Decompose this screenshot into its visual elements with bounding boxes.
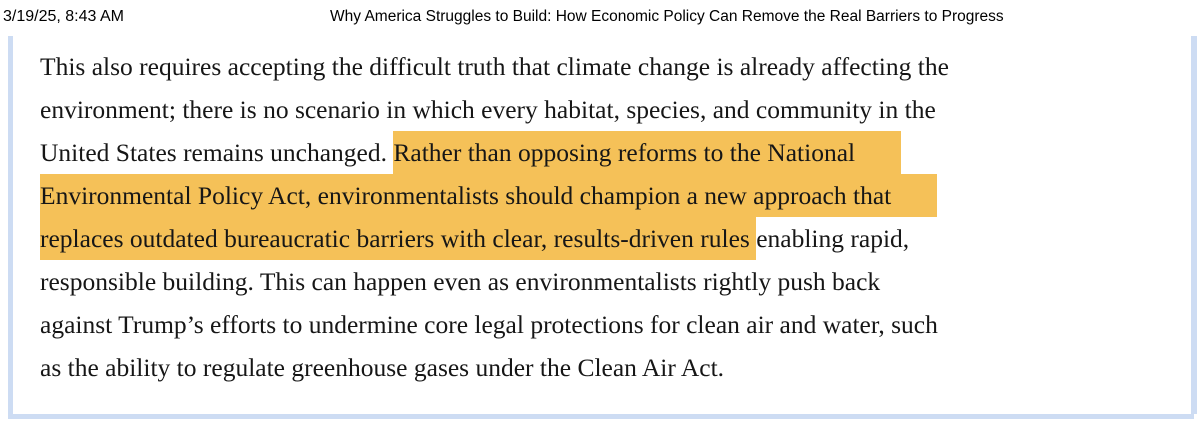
article-text-segment: enabling rapid, [756,224,910,253]
frame-border-left [8,36,13,414]
article-paragraph [40,45,1160,389]
article-text-segment: as the ability to regulate greenhouse gases under the Clean Air Act. [40,353,725,382]
print-header-datetime: 3/19/25, 8:43 AM [3,8,124,25]
highlighted-text-segment: replaces outdated bureaucratic barriers with clear, results-driven rules [40,217,756,260]
article-text-segment: against Trump’s efforts to undermine core legal protections for clean air and water, such [40,310,938,339]
print-header-title: Why America Struggles to Build: How Economic Policy Can Remove the Real Barriers to Progress [330,8,1004,25]
article-line [40,303,1160,346]
highlighted-text-segment: Environmental Policy Act, environmentalists should champion a new approach that [40,174,937,217]
article-line [40,174,1160,217]
article-line [40,88,1160,131]
frame-border-right [1191,36,1197,414]
highlighted-text-segment: Rather than opposing reforms to the National [393,131,901,174]
article-text-segment: United States remains unchanged. [40,138,394,167]
article-line [40,131,1160,174]
article-line [40,260,1160,303]
article-text-segment: This also requires accepting the difficult truth that climate change is already affecting the [40,52,949,81]
article-text-segment: environment; there is no scenario in which every habitat, species, and community in the [40,95,936,124]
article-text-segment: responsible building. This can happen even as environmentalists rightly push back [40,267,881,296]
article-line [40,217,1160,260]
article-line [40,346,1160,389]
article-line [40,45,1160,88]
frame-border-bottom [8,414,1194,419]
